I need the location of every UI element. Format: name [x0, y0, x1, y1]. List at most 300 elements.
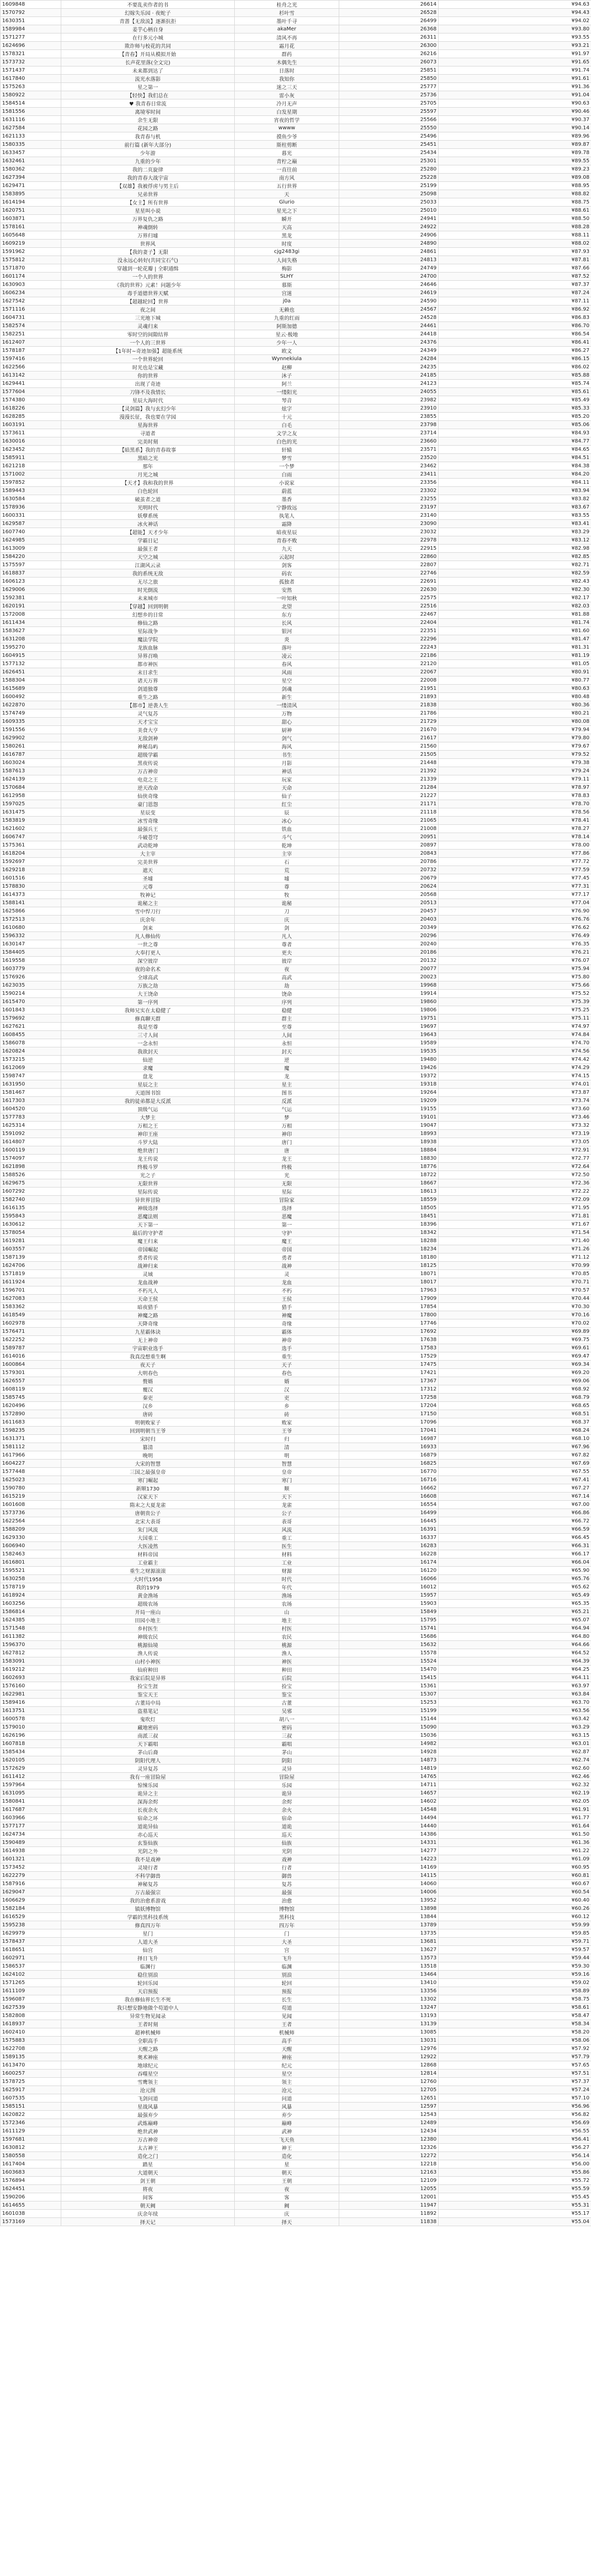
table-row	[1, 1690, 591, 1699]
table-row	[1, 1468, 591, 1476]
book-title-cell: 绝世武神	[61, 2127, 235, 2136]
author-cell: 神话	[235, 767, 339, 775]
book-title-cell: 天醒之路	[61, 2045, 235, 2053]
author-cell: 书生	[235, 751, 339, 759]
table-row	[1, 1674, 591, 1682]
book-title-cell: 元尊	[61, 883, 235, 891]
author-cell: 摸鱼少爷	[235, 132, 339, 141]
author-cell: 轩辕	[235, 446, 339, 454]
price-cell: ¥64.80	[439, 1633, 591, 1641]
book-title-cell: 庆余年	[61, 916, 235, 924]
votes-cell: 22467	[339, 611, 439, 619]
table-row	[1, 1526, 591, 1534]
table-row	[1, 726, 591, 734]
table-row	[1, 1534, 591, 1542]
table-row	[1, 1361, 591, 1369]
author-cell: 渔场	[235, 1591, 339, 1600]
price-cell: ¥55.59	[439, 2185, 591, 2193]
votes-cell: 24567	[339, 306, 439, 314]
book-title-cell: 剑来	[61, 924, 235, 932]
table-row	[1, 1624, 591, 1633]
table-row	[1, 1789, 591, 1798]
votes-cell: 17854	[339, 1303, 439, 1311]
author-cell: 序列	[235, 998, 339, 1006]
book-id-cell: 1573736	[1, 1509, 61, 1517]
book-title-cell: 最强兵王	[61, 825, 235, 833]
votes-cell: 25033	[339, 198, 439, 207]
votes-cell: 19372	[339, 1072, 439, 1080]
author-cell: 炎	[235, 635, 339, 643]
book-id-cell: 1587916	[1, 1880, 61, 1888]
votes-cell: 13464	[339, 1971, 439, 1979]
table-row	[1, 1822, 591, 1831]
table-row	[1, 767, 591, 775]
book-id-cell: 1615219	[1, 1493, 61, 1501]
votes-cell: 26499	[339, 17, 439, 25]
table-row	[1, 248, 591, 256]
book-id-cell: 1622564	[1, 1517, 61, 1526]
author-cell: 吴邪	[235, 1707, 339, 1715]
book-title-cell: 幻嫁失乐园 · 夜蛇子	[61, 9, 235, 17]
votes-cell: 21227	[339, 792, 439, 800]
votes-cell: 17096	[339, 1418, 439, 1427]
author-cell: 选择	[235, 1204, 339, 1212]
book-title-cell: 宋时归	[61, 1435, 235, 1443]
book-id-cell: 1580922	[1, 91, 61, 99]
votes-cell: 18613	[339, 1188, 439, 1196]
book-title-cell: 大梦主	[61, 1113, 235, 1122]
votes-cell: 23798	[339, 421, 439, 429]
table-row	[1, 1270, 591, 1278]
book-id-cell: 1629006	[1, 586, 61, 594]
table-row	[1, 1732, 591, 1740]
book-id-cell: 1596701	[1, 1286, 61, 1295]
price-cell: ¥76.76	[439, 916, 591, 924]
author-cell: 龙王	[235, 1155, 339, 1163]
table-row	[1, 1443, 591, 1451]
author-cell: 暗夜星辰	[235, 528, 339, 536]
book-title-cell: 那年	[61, 462, 235, 470]
price-cell: ¥66.72	[439, 1517, 591, 1526]
votes-cell: 13735	[339, 1929, 439, 1938]
votes-cell: 21729	[339, 718, 439, 726]
book-title-cell: 寒门崛起	[61, 1476, 235, 1484]
table-row	[1, 619, 591, 627]
price-cell: ¥79.67	[439, 742, 591, 751]
table-row	[1, 1773, 591, 1781]
price-cell: ¥85.49	[439, 396, 591, 404]
author-cell: 银河	[235, 627, 339, 635]
book-title-cell: 神秘岛屿	[61, 742, 235, 751]
author-cell: 星际	[235, 1188, 339, 1196]
book-title-cell: 轮回乐园	[61, 1979, 235, 1987]
price-cell: ¥66.45	[439, 1534, 591, 1542]
author-cell: 风暴	[235, 2103, 339, 2111]
table-row	[1, 1880, 591, 1888]
table-row	[1, 1451, 591, 1460]
table-row	[1, 2111, 591, 2119]
book-title-cell: 大主宰	[61, 850, 235, 858]
author-cell: 清	[235, 1443, 339, 1451]
book-title-cell: 人道大圣	[61, 1938, 235, 1946]
author-cell: SLHY	[235, 273, 339, 281]
book-id-cell: 1576894	[1, 2177, 61, 2185]
book-title-cell: 离境零时间	[61, 108, 235, 116]
book-title-cell: 回到明朝当王爷	[61, 1427, 235, 1435]
votes-cell: 24349	[339, 347, 439, 355]
price-cell: ¥87.52	[439, 273, 591, 281]
votes-cell: 15578	[339, 1649, 439, 1657]
table-row	[1, 413, 591, 421]
author-cell: 饶命	[235, 990, 339, 998]
votes-cell: 23910	[339, 404, 439, 413]
price-cell: ¥90.37	[439, 116, 591, 124]
author-cell: 机械师	[235, 2028, 339, 2037]
book-id-cell: 1586078	[1, 1039, 61, 1047]
author-cell: 恶魔	[235, 1212, 339, 1221]
price-cell: ¥84.11	[439, 479, 591, 487]
book-id-cell: 1591962	[1, 248, 61, 256]
author-cell: 见闻	[235, 2012, 339, 2020]
book-title-cell: 宿命之环	[61, 1814, 235, 1822]
votes-cell: 13681	[339, 1938, 439, 1946]
author-cell: 古董	[235, 1699, 339, 1707]
author-cell: 乾坤	[235, 841, 339, 850]
book-title-cell: 大道朝天	[61, 2168, 235, 2177]
author-cell: 群主	[235, 1014, 339, 1023]
book-title-cell: 仙宫	[61, 1946, 235, 1954]
price-cell: ¥65.21	[439, 1608, 591, 1616]
author-cell: 甜心	[235, 718, 339, 726]
price-cell: ¥81.05	[439, 660, 591, 668]
price-cell: ¥58.20	[439, 2028, 591, 2037]
votes-cell: 12326	[339, 2144, 439, 2152]
author-cell: 余烬	[235, 1798, 339, 1806]
table-row	[1, 800, 591, 808]
book-id-cell: 1613470	[1, 2061, 61, 2070]
book-id-cell: 1613009	[1, 545, 61, 553]
book-id-cell: 1622981	[1, 1690, 61, 1699]
votes-cell: 18830	[339, 1155, 439, 1163]
price-cell: ¥63.01	[439, 1740, 591, 1748]
table-row	[1, 256, 591, 264]
votes-cell: 25777	[339, 83, 439, 91]
book-title-cell: 刀锋不及我情长	[61, 388, 235, 396]
author-cell: 道诡	[235, 1822, 339, 1831]
price-cell: ¥70.85	[439, 1270, 591, 1278]
book-title-cell: 重生之财源滚滚	[61, 1567, 235, 1575]
author-cell: 农场	[235, 1600, 339, 1608]
price-cell: ¥89.78	[439, 149, 591, 157]
book-title-cell: 在行多元小城	[61, 33, 235, 42]
table-row	[1, 709, 591, 718]
author-cell: 一个梦	[235, 462, 339, 470]
table-row	[1, 281, 591, 289]
votes-cell: 19535	[339, 1047, 439, 1056]
votes-cell: 17909	[339, 1295, 439, 1303]
votes-cell: 22186	[339, 652, 439, 660]
table-row	[1, 174, 591, 182]
book-title-cell: 三国之最强皇帝	[61, 1468, 235, 1476]
book-title-cell: 我真没想重生啊	[61, 1352, 235, 1361]
votes-cell: 20568	[339, 891, 439, 899]
book-title-cell: 逆天改命	[61, 784, 235, 792]
votes-cell: 25301	[339, 157, 439, 165]
book-id-cell: 1580841	[1, 1798, 61, 1806]
book-id-cell: 1589984	[1, 25, 61, 33]
book-id-cell: 1604915	[1, 652, 61, 660]
table-row	[1, 973, 591, 981]
votes-cell: 14494	[339, 1814, 439, 1822]
price-cell: ¥61.09	[439, 1855, 591, 1863]
votes-cell: 20897	[339, 841, 439, 850]
book-id-cell: 1578054	[1, 1229, 61, 1237]
author-cell: 不朽	[235, 1286, 339, 1295]
book-title-cell: 星际战争	[61, 627, 235, 635]
votes-cell: 22067	[339, 668, 439, 676]
table-row	[1, 2028, 591, 2037]
book-title-cell: 【青春】开局从模拟开始	[61, 50, 235, 58]
votes-cell: 18505	[339, 1204, 439, 1212]
book-title-cell: 暗夜猎手	[61, 1303, 235, 1311]
book-title-cell: 诡秘之主	[61, 899, 235, 907]
author-cell: 主宰	[235, 850, 339, 858]
book-id-cell: 1598747	[1, 1072, 61, 1080]
votes-cell: 23197	[339, 503, 439, 512]
table-row	[1, 685, 591, 693]
table-row	[1, 495, 591, 503]
table-row	[1, 981, 591, 990]
table-row	[1, 1666, 591, 1674]
book-id-cell: 1606629	[1, 1896, 61, 1905]
votes-cell: 26073	[339, 58, 439, 66]
book-id-cell: 1624385	[1, 1616, 61, 1624]
price-cell: ¥60.67	[439, 1880, 591, 1888]
votes-cell: 24461	[339, 322, 439, 330]
price-cell: ¥70.02	[439, 1319, 591, 1328]
price-cell: ¥82.03	[439, 602, 591, 611]
book-title-cell: 最强王者	[61, 545, 235, 553]
book-id-cell: 1627539	[1, 2004, 61, 2012]
table-row	[1, 1130, 591, 1138]
table-body	[1, 1, 591, 2226]
book-id-cell: 1619212	[1, 1666, 61, 1674]
author-cell: 无赖也	[235, 306, 339, 314]
votes-cell: 22978	[339, 536, 439, 545]
book-id-cell: 1624696	[1, 42, 61, 50]
votes-cell: 21951	[339, 685, 439, 693]
price-cell: ¥82.98	[439, 545, 591, 553]
book-title-cell: 修真四万年	[61, 1921, 235, 1929]
book-id-cell: 1613142	[1, 371, 61, 380]
price-cell: ¥63.15	[439, 1732, 591, 1740]
book-id-cell: 1624985	[1, 536, 61, 545]
table-row	[1, 676, 591, 685]
book-title-cell: 渔人传说	[61, 1649, 235, 1657]
book-title-cell: 武动乾坤	[61, 841, 235, 850]
table-row	[1, 528, 591, 536]
author-cell: 冒险家	[235, 1196, 339, 1204]
price-cell: ¥91.04	[439, 91, 591, 99]
price-cell: ¥74.84	[439, 1031, 591, 1039]
table-row	[1, 380, 591, 388]
book-title-cell: 晚明	[61, 1451, 235, 1460]
price-cell: ¥58.75	[439, 1995, 591, 2004]
price-cell: ¥68.10	[439, 1435, 591, 1443]
author-cell: 龙血	[235, 1278, 339, 1286]
votes-cell: 17312	[339, 1385, 439, 1394]
votes-cell: 20951	[339, 833, 439, 841]
price-cell: ¥64.39	[439, 1657, 591, 1666]
author-cell: 逆	[235, 1056, 339, 1064]
table-row	[1, 1163, 591, 1171]
table-row	[1, 1954, 591, 1962]
price-cell: ¥86.54	[439, 330, 591, 338]
price-cell: ¥74.15	[439, 1072, 591, 1080]
book-title-cell: 星海世界	[61, 421, 235, 429]
book-title-cell: 勇者传说	[61, 1253, 235, 1262]
book-title-cell: 零时空的间隙结界	[61, 330, 235, 338]
book-id-cell: 1624706	[1, 1262, 61, 1270]
book-title-cell: 工业霸主	[61, 1558, 235, 1567]
votes-cell: 23411	[339, 470, 439, 479]
votes-cell: 23520	[339, 454, 439, 462]
author-cell: 战神	[235, 1262, 339, 1270]
votes-cell: 19968	[339, 981, 439, 990]
book-title-cell: 时光倒流	[61, 586, 235, 594]
book-id-cell: 1623452	[1, 446, 61, 454]
price-cell: ¥62.19	[439, 1789, 591, 1798]
book-title-cell: 顶级气运	[61, 1105, 235, 1113]
author-cell: 长生	[235, 1995, 339, 2004]
votes-cell: 15307	[339, 1690, 439, 1699]
book-title-cell: 天下第一	[61, 1221, 235, 1229]
price-cell: ¥83.29	[439, 528, 591, 536]
votes-cell: 14060	[339, 1880, 439, 1888]
author-cell: 朝天	[235, 2168, 339, 2177]
table-row	[1, 207, 591, 215]
table-row	[1, 1971, 591, 1979]
table-row	[1, 561, 591, 569]
price-cell: ¥88.95	[439, 182, 591, 190]
table-row	[1, 1946, 591, 1954]
book-title-cell: 天降奇缘	[61, 1319, 235, 1328]
table-row	[1, 611, 591, 619]
price-cell: ¥56.96	[439, 2103, 591, 2111]
book-title-cell: 超神机械师	[61, 2028, 235, 2037]
table-row	[1, 1756, 591, 1765]
price-cell: ¥77.45	[439, 874, 591, 883]
book-title-cell: 电竞之王	[61, 775, 235, 784]
book-id-cell: 1602978	[1, 1319, 61, 1328]
table-row	[1, 1023, 591, 1031]
book-id-cell: 1607740	[1, 528, 61, 536]
book-id-cell: 1630612	[1, 1221, 61, 1229]
table-row	[1, 1765, 591, 1773]
book-title-cell: 我的1979	[61, 1583, 235, 1591]
book-id-cell: 1614655	[1, 2201, 61, 2210]
author-cell: j0a	[235, 297, 339, 306]
book-id-cell: 1600119	[1, 1146, 61, 1155]
book-title-cell: 灵魂归来	[61, 322, 235, 330]
table-row	[1, 1938, 591, 1946]
table-row	[1, 1707, 591, 1715]
table-row	[1, 1336, 591, 1344]
author-cell: 五行世界	[235, 182, 339, 190]
author-cell: 梦	[235, 1113, 339, 1122]
author-cell: 选手	[235, 1344, 339, 1352]
book-title-cell: 惊悚乐园	[61, 1781, 235, 1789]
author-cell: 月影	[235, 759, 339, 767]
author-cell: 一缕阳光	[235, 388, 339, 396]
votes-cell: 21617	[339, 734, 439, 742]
book-id-cell: 1611109	[1, 1987, 61, 1995]
book-title-cell: 灵异复苏	[61, 1765, 235, 1773]
author-cell: 沐子	[235, 371, 339, 380]
price-cell: ¥93.80	[439, 25, 591, 33]
price-cell: ¥65.49	[439, 1591, 591, 1600]
book-id-cell: 1585151	[1, 2103, 61, 2111]
book-id-cell: 1575361	[1, 841, 61, 850]
table-row	[1, 1237, 591, 1245]
table-row	[1, 1921, 591, 1929]
book-id-cell: 1602410	[1, 2028, 61, 2037]
price-cell: ¥68.92	[439, 1385, 591, 1394]
table-row	[1, 25, 591, 33]
book-title-cell: 我是至尊	[61, 1023, 235, 1031]
book-id-cell: 1611924	[1, 1278, 61, 1286]
votes-cell: 23302	[339, 487, 439, 495]
book-id-cell: 1577783	[1, 1113, 61, 1122]
table-row	[1, 553, 591, 561]
table-row	[1, 1394, 591, 1402]
book-title-cell: 吞噬星空	[61, 2070, 235, 2078]
book-id-cell: 1611129	[1, 2127, 61, 2136]
price-cell: ¥89.96	[439, 132, 591, 141]
book-id-cell: 1573215	[1, 1056, 61, 1064]
author-cell: 天高	[235, 223, 339, 231]
votes-cell: 14223	[339, 1855, 439, 1863]
book-title-cell: 长声花里落(全文完)	[61, 58, 235, 66]
book-id-cell: 1571819	[1, 1270, 61, 1278]
book-id-cell: 1571265	[1, 1979, 61, 1987]
price-cell: ¥87.37	[439, 281, 591, 289]
price-cell: ¥63.84	[439, 1690, 591, 1699]
table-row	[1, 215, 591, 223]
author-cell: 种田	[235, 1666, 339, 1674]
votes-cell: 17475	[339, 1361, 439, 1369]
table-row	[1, 1319, 591, 1328]
votes-cell: 15144	[339, 1715, 439, 1723]
votes-cell: 19318	[339, 1080, 439, 1089]
author-cell: 荒	[235, 866, 339, 874]
price-cell: ¥93.21	[439, 42, 591, 50]
price-cell: ¥94.02	[439, 17, 591, 25]
book-id-cell: 1618226	[1, 404, 61, 413]
table-row	[1, 2070, 591, 2078]
votes-cell: 18234	[339, 1245, 439, 1253]
table-row	[1, 1014, 591, 1023]
table-row	[1, 347, 591, 355]
book-id-cell: 1595270	[1, 643, 61, 652]
author-cell: 轮回	[235, 1979, 339, 1987]
price-cell: ¥56.41	[439, 2136, 591, 2144]
price-cell: ¥64.52	[439, 1649, 591, 1657]
price-cell: ¥79.38	[439, 759, 591, 767]
votes-cell: 21171	[339, 800, 439, 808]
author-cell: 表哥	[235, 1517, 339, 1526]
votes-cell: 23855	[339, 413, 439, 421]
